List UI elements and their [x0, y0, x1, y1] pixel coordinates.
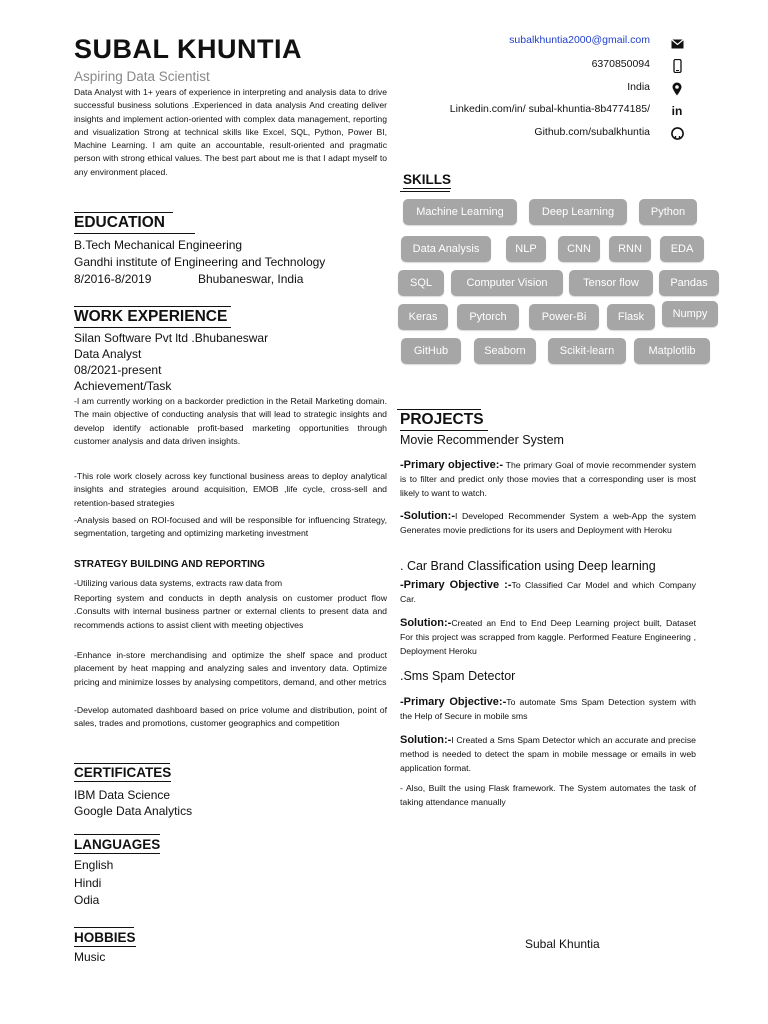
envelope-icon	[670, 37, 684, 51]
projects-heading	[400, 411, 488, 431]
skill-chip: EDA	[660, 236, 704, 262]
signature: Subal Khuntia	[525, 937, 600, 951]
skill-chip: Python	[639, 199, 697, 225]
skill-chip: Flask	[607, 304, 655, 330]
skill-chip: Matplotlib	[634, 338, 710, 364]
email-link[interactable]	[509, 34, 650, 46]
profile-summary: Data Analyst with 1+ years of experience in interpreting and analysis data to drive successful business solutions .Experienced in data analysis And creating deliver insights and implement action-oriented with complex data management, reporting and visualization Strong at technical skills like Excel, SQL, Python, Power BI, Machine Learning. I am quite an accountable, result-oriented and pragmatic person with strong ethical values. The best part about me is that I adapt myself to any environment placed.	[74, 87, 387, 177]
solution-text: I Developed Recommender System a web-App the system Generates movie predictions for its users and Deployment with Heroku	[400, 511, 696, 535]
skill-chip: Data Analysis	[401, 236, 491, 262]
map-pin-icon	[670, 82, 684, 96]
phone-icon	[670, 59, 684, 73]
hobbies-heading	[74, 929, 136, 947]
skill-chip: CNN	[558, 236, 600, 262]
objective-label: -Primary Objective :-	[400, 579, 512, 591]
solution-label: Solution:-	[400, 617, 452, 629]
education-institute: Gandhi institute of Engineering and Technology	[74, 255, 326, 269]
education-section	[74, 214, 195, 234]
project-objective	[400, 578, 696, 606]
strategy-heading: STRATEGY BUILDING AND REPORTING	[74, 559, 265, 570]
education-place: Bhubaneswar, India	[198, 272, 304, 286]
language-item: Hindi	[74, 876, 102, 890]
work-bullet-1: -I am currently working on a backorder prediction in the Retail Marketing domain. The main objective of conducting analysis that will lead to strategic insights and develop identify actionable profit-based marketing opportunities through customer analysis and data driven insights.	[74, 396, 387, 446]
certificates-heading	[74, 765, 171, 782]
education-dates: 8/2016-8/2019	[74, 272, 152, 286]
skill-chip: Scikit-learn	[548, 338, 626, 364]
linkedin-link[interactable]: Linkedin.com/in/ subal-khuntia-8b4774185/	[449, 103, 650, 115]
work-bullet-3: -Analysis based on ROI-focused and will be responsible for influencing Strategy, segmentation, targeting and optimizing marketing investment	[74, 515, 387, 539]
skill-chip: Numpy	[662, 301, 718, 327]
objective-text: To automate Sms Spam Detection system with the Help of Secure in mobile sms	[400, 697, 696, 721]
skill-chip: Pandas	[659, 270, 719, 296]
candidate-name: SUBAL KHUNTIA	[74, 34, 302, 64]
hobby-item: Music	[74, 950, 106, 964]
strategy-bullet-1: -Utilizing various data systems, extracts raw data from	[74, 578, 283, 588]
work-section	[74, 308, 231, 328]
skill-chip: Keras	[398, 304, 448, 330]
skill-chip: Deep Learning	[529, 199, 627, 225]
objective-label: -Primary objective:-	[400, 459, 504, 471]
work-company: Silan Software Pvt ltd .Bhubaneswar	[74, 331, 269, 345]
skills-heading	[403, 171, 451, 189]
github-link[interactable]: Github.com/subalkhuntia	[534, 126, 650, 138]
languages-heading	[74, 836, 160, 854]
languages-heading-text: LANGUAGES	[74, 837, 161, 852]
work-role: Data Analyst	[74, 347, 142, 361]
project-title: Movie Recommender System	[400, 433, 564, 447]
project-solution	[400, 509, 696, 537]
education-degree: B.Tech Mechanical Engineering	[74, 238, 243, 252]
solution-text: I Created a Sms Spam Detector which an accurate and precise method is needed to detect the spam in mobile message or emails in web application format.	[400, 735, 696, 773]
certificates-heading-text: CERTIFICATES	[74, 765, 172, 780]
objective-text: The primary Goal of movie recommender system is to filter and predict only those movies that a corresponding user is most likely to want to watch.	[400, 460, 696, 498]
strategy-bullet-4: -Develop automated dashboard based on price volume and distribution, point of sales, trades and promotions, customer geographics and competition	[74, 705, 387, 729]
linkedin-icon: in	[671, 104, 683, 118]
language-item: Odia	[74, 893, 100, 907]
candidate-title: Aspiring Data Scientist	[74, 69, 210, 84]
skill-chip: GitHub	[401, 338, 461, 364]
work-bullet-2: -This role work closely across key functional business areas to deploy analytical insights and strategies around acquisition, EMOB ,life cycle, cross-sell and retention-based strategies	[74, 471, 387, 508]
education-heading: EDUCATION	[74, 214, 195, 234]
email-text: subalkhuntia2000@gmail.com	[509, 34, 650, 46]
github-icon	[670, 126, 684, 140]
strategy-bullet-2: Reporting system and conducts in depth analysis on customer product flow .Consults with internal business partner or external clients to present data and recommends actions to assist client with meeting objectives	[74, 593, 387, 630]
hobbies-heading-text: HOBBIES	[74, 930, 136, 945]
work-heading: WORK EXPERIENCE	[74, 308, 231, 328]
project-objective	[400, 695, 696, 723]
phone-number: 6370850094	[591, 58, 650, 70]
project-extra-note: - Also, Built the using Flask framework. The System automates the task of taking attendance manually	[400, 783, 696, 807]
skill-chip: RNN	[609, 236, 651, 262]
certificate-item: Google Data Analytics	[74, 804, 193, 818]
solution-text: Created an End to End Deep Learning project built, Dataset For this project was scrapped from kaggle. Performed Feature Engineering , Deployment Heroku	[400, 618, 696, 656]
skill-chip: SQL	[398, 270, 444, 296]
strategy-bullet-3: -Enhance in-store merchandising and optimize the shelf space and product placement by heat mapping and analyzing sales and inventory data. Optimize pricing and minimize losses by analysing competitors, demand, and other metrics	[74, 650, 387, 687]
solution-label: -Solution:-	[400, 510, 455, 522]
skill-chip: NLP	[506, 236, 546, 262]
skill-chip: Pytorch	[457, 304, 519, 330]
work-period: 08/2021-present	[74, 363, 162, 377]
objective-text: To Classified Car Model and which Company Car.	[400, 580, 696, 604]
project-title: . Car Brand Classification using Deep learning	[400, 559, 656, 573]
project-title: .Sms Spam Detector	[400, 669, 516, 683]
project-solution	[400, 616, 696, 658]
skill-chip: Computer Vision	[451, 270, 563, 296]
skill-chip: Power-Bi	[529, 304, 599, 330]
skill-chip: Tensor flow	[569, 270, 653, 296]
objective-label: -Primary Objective:-	[400, 696, 507, 708]
certificate-item: IBM Data Science	[74, 788, 171, 802]
location-text: India	[627, 81, 650, 93]
projects-heading-text: PROJECTS	[400, 411, 488, 431]
language-item: English	[74, 858, 114, 872]
solution-label: Solution:-	[400, 734, 452, 746]
project-objective	[400, 458, 696, 500]
achievement-label: Achievement/Task	[74, 379, 172, 393]
skill-chip: Seaborn	[474, 338, 536, 364]
project-solution	[400, 733, 696, 775]
skill-chip: Machine Learning	[403, 199, 517, 225]
skills-heading-text: SKILLS	[403, 172, 452, 187]
